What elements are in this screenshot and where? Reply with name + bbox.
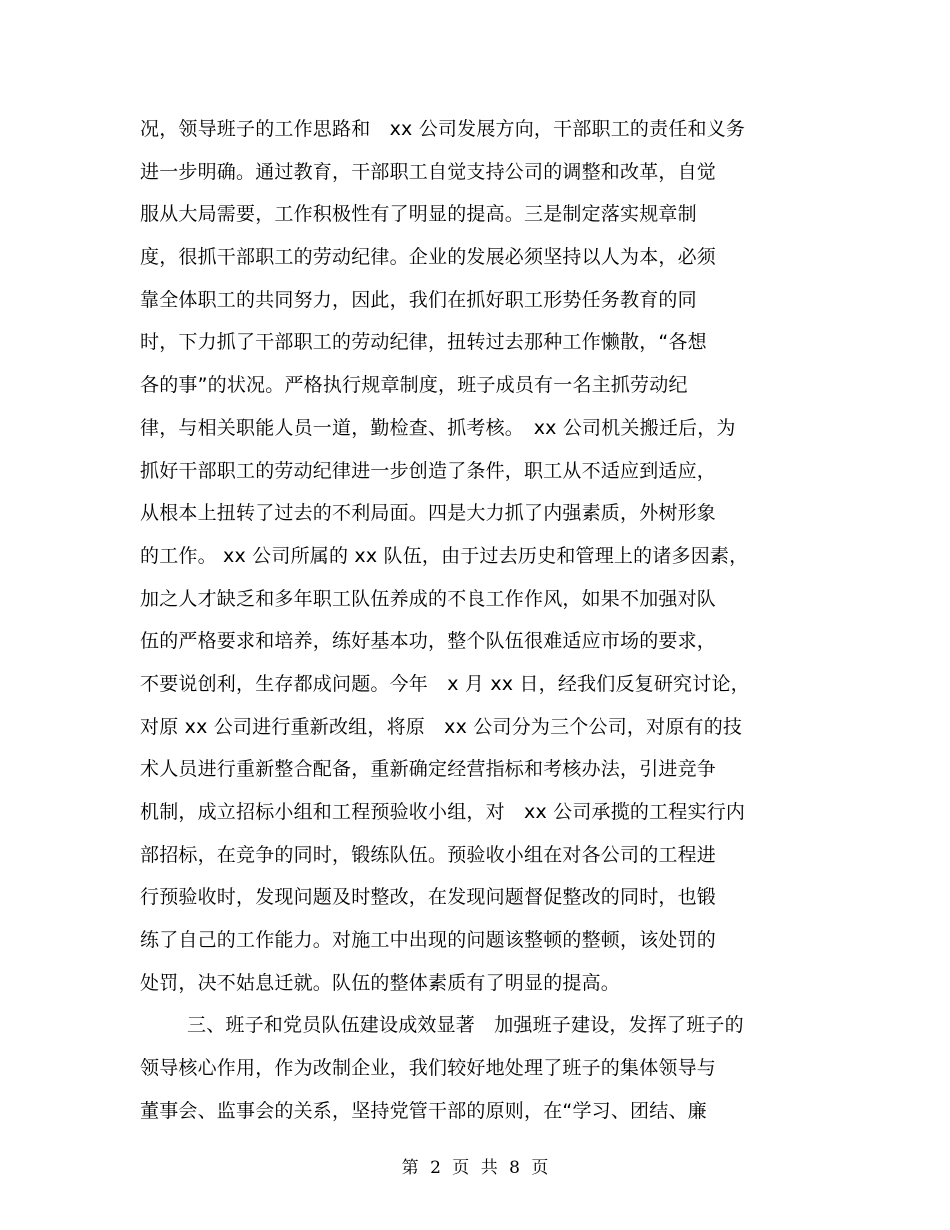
text-line: 进一步明确。通过教育，干部职工自觉支持公司的调整和改革，自觉 (140, 160, 717, 183)
text-line: 的工作。 xx 公司所属的 xx 队伍，由于过去历史和管理上的诸多因素， (140, 544, 749, 567)
text-line: 各的事”的状况。严格执行规章制度，班子成员有一名主抓劳动纪 (140, 374, 688, 397)
text-line: 领导核心作用，作为改制企业，我们较好地处理了班子的集体领导与 (140, 1057, 717, 1080)
text-line: 对原 xx 公司进行重新改组，将原 xx 公司分为三个公司，对原有的技 (140, 715, 743, 738)
text-line: 度，很抓干部职工的劳动纪律。企业的发展必须坚持以人为本，必须 (140, 246, 717, 269)
text-line: 律，与相关职能人员一道，勤检查、抓考核。 xx 公司机关搬迁后，为 (140, 416, 736, 439)
text-line: 时，下力抓了干部职工的劳动纪律，扭转过去那种工作懒散，“各想 (140, 331, 707, 354)
text-line: 伍的严格要求和培养，练好基本功，整个队伍很难适应市场的要求， (140, 630, 717, 653)
text-line: 部招标，在竞争的同时，锻练队伍。预验收小组在对各公司的工程进 (140, 843, 717, 866)
text-line: 行预验收时，发现问题及时整改，在发现问题督促整改的同时，也锻 (140, 886, 717, 909)
text-line: 加之人才缺乏和多年职工队伍养成的不良工作作风，如果不加强对队 (140, 587, 717, 610)
text-line: 机制，成立招标小组和工程预验收小组，对 xx 公司承揽的工程实行内 (140, 801, 746, 823)
text-line: 从根本上扭转了过去的不利局面。四是大力抓了内强素质，外树形象 (140, 502, 717, 525)
text-line: 靠全体职工的共同努力，因此，我们在抓好职工形势任务教育的同 (140, 288, 697, 311)
text-line: 练了自己的工作能力。对施工中出现的问题该整顿的整顿，该处罚的 (140, 929, 717, 952)
text-line: 不要说创利，生存都成问题。今年 x 月 xx 日，经我们反复研究讨论， (140, 672, 750, 695)
page-number-footer: 第 2 页 共 8 页 (401, 1158, 549, 1178)
text-line: 况，领导班子的工作思路和 xx 公司发展方向，干部职工的责任和义务 (140, 118, 746, 140)
text-line: 抓好干部职工的劳动纪律进一步创造了条件，职工从不适应到适应， (140, 459, 717, 482)
text-line: 服从大局需要，工作积极性有了明显的提高。三是制定落实规章制 (140, 203, 697, 226)
section-heading-line: 三、班子和党员队伍建设成效显著 加强班子建设，发挥了班子的 (187, 1014, 744, 1037)
text-line: 处罚，决不姑息迁就。队伍的整体素质有了明显的提高。 (140, 971, 621, 994)
text-line: 董事会、监事会的关系，坚持党管干部的原则，在“学习、团结、廉 (140, 1099, 707, 1122)
body-text (140, 108, 800, 1133)
text-line: 术人员进行重新整合配备，重新确定经营指标和考核办法，引进竞争 (140, 758, 717, 781)
